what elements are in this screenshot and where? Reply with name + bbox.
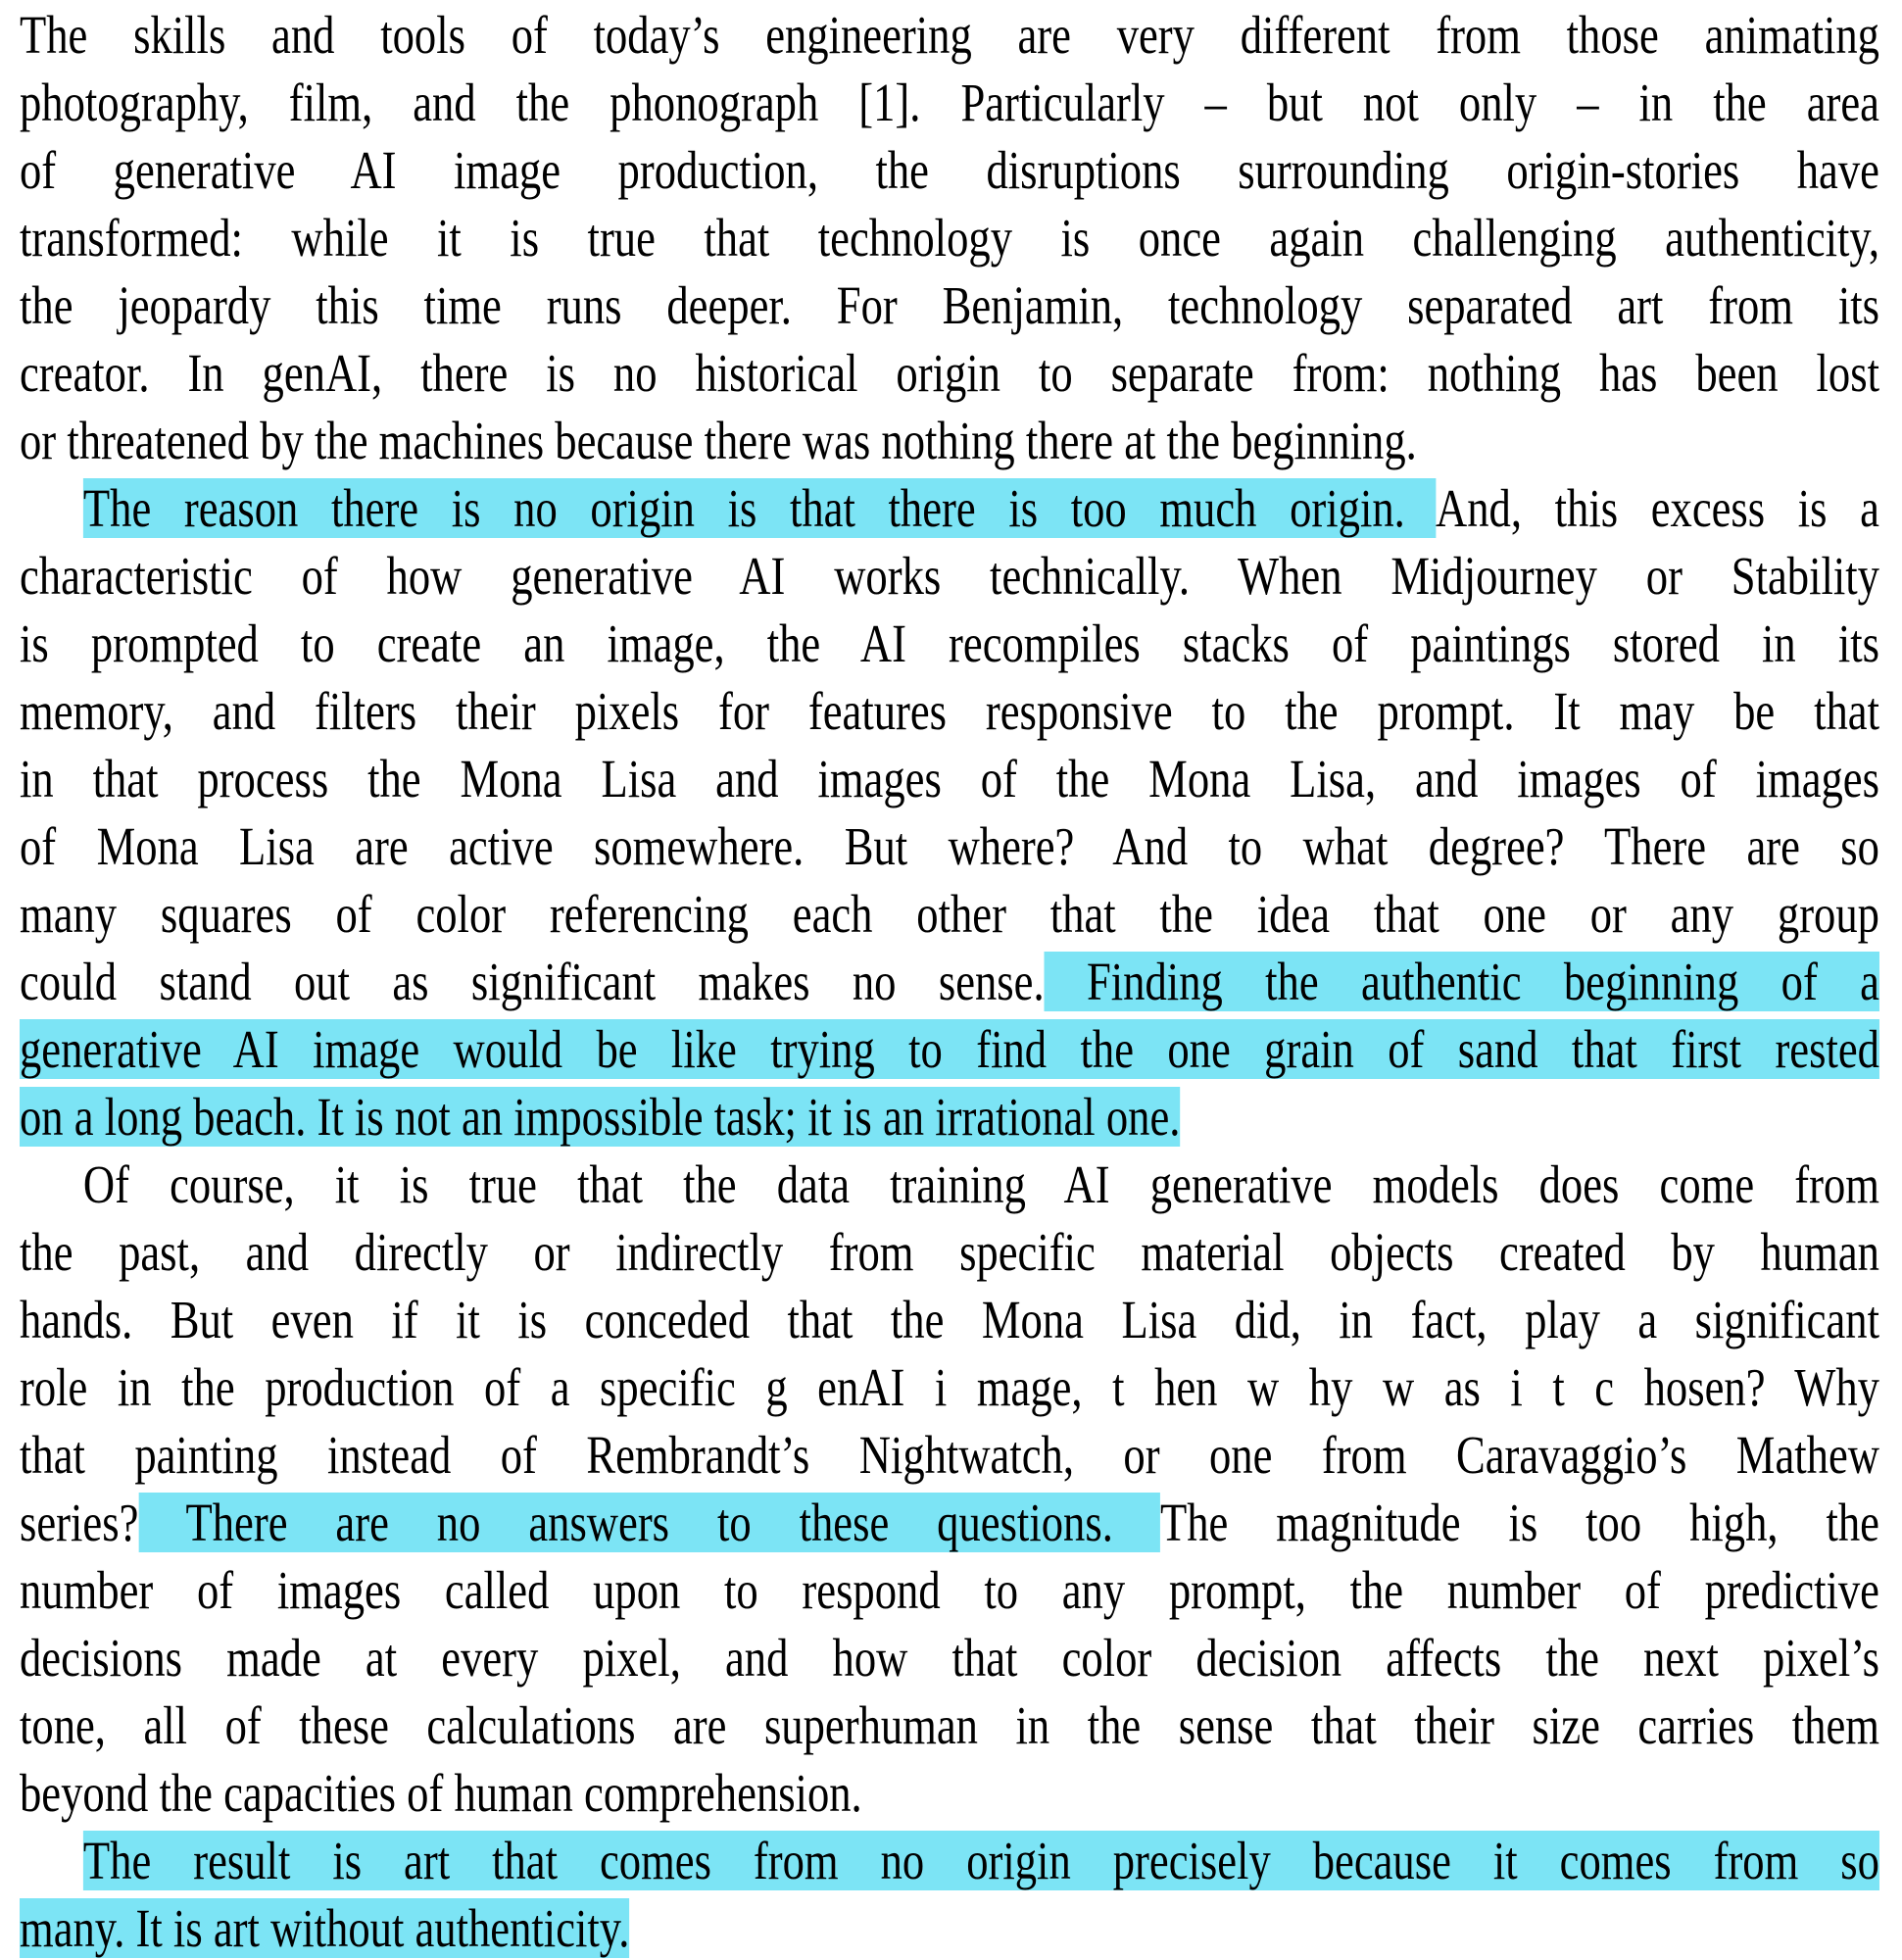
text-line <box>20 1624 1879 1691</box>
text-line <box>20 1827 1879 1894</box>
text-line <box>20 474 1879 542</box>
body-text: transformed: while it is true that technology is once again challenging authenticity, <box>20 208 1879 268</box>
text-line <box>20 136 1879 204</box>
document-text <box>20 0 1879 1960</box>
text-line <box>20 1489 1879 1556</box>
body-text: many squares of color referencing each other that the idea that one or any group <box>20 884 1879 944</box>
body-text: is prompted to create an image, the AI recompiles stacks of paintings stored in its <box>20 613 1879 673</box>
body-text: series? <box>20 1493 139 1552</box>
text-line <box>20 948 1879 1015</box>
body-text: in that process the Mona Lisa and images of the Mona Lisa, and images of images <box>20 749 1879 808</box>
body-text: beyond the capacities of human comprehension. <box>20 1763 862 1823</box>
text-line <box>20 1421 1879 1489</box>
text-line <box>20 812 1879 880</box>
body-text: decisions made at every pixel, and how that color decision affects the next pixel’s <box>20 1628 1879 1688</box>
body-text: And, this excess is a <box>1436 478 1879 538</box>
highlighted-text: The result is art that comes from no origin precisely because it comes from so <box>82 1831 1879 1890</box>
text-line <box>20 271 1879 339</box>
highlighted-text: The reason there is no origin is that there is too much origin. <box>82 478 1437 538</box>
body-text: number of images called upon to respond to any prompt, the number of predictive <box>20 1560 1879 1620</box>
body-text: tone, all of these calculations are superhuman in the sense that their size carries them <box>20 1695 1879 1755</box>
text-line <box>20 610 1879 677</box>
body-text: could stand out as significant makes no sense. <box>20 952 1045 1011</box>
highlighted-text: Finding the authentic beginning of a <box>1044 952 1879 1011</box>
text-line <box>20 1353 1879 1421</box>
text-line <box>20 1151 1879 1218</box>
body-text: hands. But even if it is conceded that the Mona Lisa did, in fact, play a significant <box>20 1290 1879 1349</box>
text-line <box>20 1894 1879 1960</box>
body-text: characteristic of how generative AI works technically. When Midjourney or Stability <box>20 546 1879 606</box>
body-text: of Mona Lisa are active somewhere. But where? And to what degree? There are so <box>20 816 1879 876</box>
text-line <box>20 69 1879 136</box>
text-line <box>20 542 1879 610</box>
text-line <box>20 1218 1879 1286</box>
text-line <box>20 1759 1879 1827</box>
text-line <box>20 1556 1879 1624</box>
body-text: The skills and tools of today’s engineering are very different from those animating <box>20 5 1879 65</box>
text-line <box>20 1691 1879 1759</box>
text-line <box>20 880 1879 948</box>
body-text: creator. In genAI, there is no historical origin to separate from: nothing has been lost <box>20 343 1879 403</box>
body-text: The magnitude is too high, the <box>1159 1493 1879 1552</box>
text-line <box>20 1 1879 69</box>
body-text: role in the production of a specific g enAI i mage, t hen w hy w as i t c hosen? Why <box>20 1357 1879 1417</box>
text-line <box>20 1015 1879 1083</box>
body-text: that painting instead of Rembrandt’s Nightwatch, or one from Caravaggio’s Mathew <box>20 1425 1879 1485</box>
body-text: photography, film, and the phonograph [1]. Particularly – but not only – in the area <box>20 73 1879 132</box>
highlighted-text: on a long beach. It is not an impossible task; it is an irrational one. <box>20 1087 1181 1147</box>
body-text: memory, and filters their pixels for features responsive to the prompt. It may be that <box>20 681 1879 741</box>
text-line <box>20 339 1879 407</box>
text-line <box>20 677 1879 745</box>
highlighted-text: many. It is art without authenticity. <box>20 1898 630 1958</box>
text-line <box>20 204 1879 271</box>
body-text: the jeopardy this time runs deeper. For Benjamin, technology separated art from its <box>20 275 1879 335</box>
text-line <box>20 407 1879 474</box>
body-text: or threatened by the machines because there was nothing there at the beginning. <box>20 411 1417 470</box>
highlighted-text: generative AI image would be like trying to find the one grain of sand that first rested <box>20 1019 1879 1079</box>
text-line <box>20 745 1879 812</box>
text-line <box>20 1286 1879 1353</box>
highlighted-text: There are no answers to these questions. <box>138 1493 1160 1552</box>
body-text: the past, and directly or indirectly from specific material objects created by human <box>20 1222 1879 1282</box>
text-line <box>20 1083 1879 1151</box>
body-text: of generative AI image production, the disruptions surrounding origin-stories have <box>20 140 1879 200</box>
body-text: Of course, it is true that the data training AI generative models does come from <box>82 1154 1879 1214</box>
